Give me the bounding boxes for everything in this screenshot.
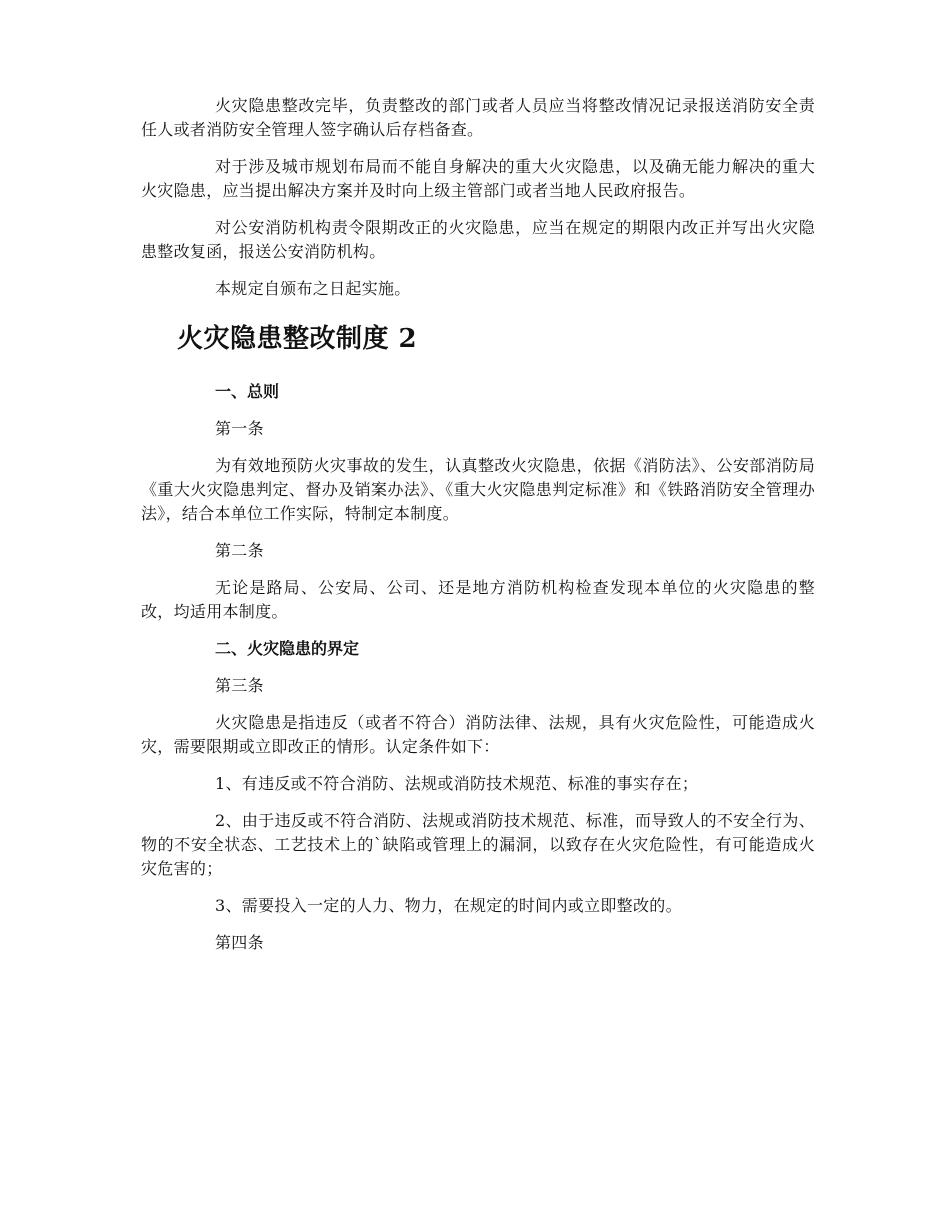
article-3-label: 第三条 — [215, 676, 264, 695]
paragraph-scope: 无论是路局、公安局、公司、还是地方消防机构检查发现本单位的火灾隐患的整改，均适用本制度。 — [141, 578, 815, 621]
list-item-condition-1: 1、有违反或不符合消防、法规或消防技术规范、标准的事实存在； — [215, 774, 699, 793]
paragraph-effective-date: 本规定自颁布之日起实施。 — [215, 279, 411, 298]
document-title: 火灾隐患整改制度 2 — [177, 324, 418, 354]
section-heading-general: 一、总则 — [215, 382, 280, 401]
paragraph-rectification-record: 火灾隐患整改完毕，负责整改的部门或者人员应当将整改情况记录报送消防安全责任人或者消防安全管理人签字确认后存档备查。 — [141, 96, 815, 139]
paragraph-purpose: 为有效地预防火灾事故的发生，认真整改火灾隐患，依据《消防法》、公安部消防局《重大火灾隐患判定、督办及销案办法》、《重大火灾隐患判定标准》和《铁路消防安全管理办法》，结合本单位工作实际，特制定本制度。 — [141, 456, 815, 523]
paragraph-major-hazards: 对于涉及城市规划布局而不能自身解决的重大火灾隐患，以及确无能力解决的重大火灾隐患，应当提出解决方案并及时向上级主管部门或者当地人民政府报告。 — [141, 157, 815, 200]
article-4-label: 第四条 — [215, 933, 264, 952]
paragraph-deadline-correction: 对公安消防机构责令限期改正的火灾隐患，应当在规定的期限内改正并写出火灾隐患整改复函，报送公安消防机构。 — [141, 218, 815, 261]
article-1-label: 第一条 — [215, 419, 264, 438]
list-item-condition-3: 3、需要投入一定的人力、物力，在规定的时间内或立即整改的。 — [215, 896, 682, 915]
paragraph-definition: 火灾隐患是指违反（或者不符合）消防法律、法规，具有火灾危险性，可能造成火灾，需要限期或立即改正的情形。认定条件如下： — [141, 713, 815, 756]
section-heading-definition: 二、火灾隐患的界定 — [215, 639, 360, 658]
document-body — [141, 94, 815, 968]
article-2-label: 第二条 — [215, 541, 264, 560]
list-item-condition-2: 2、由于违反或不符合消防、法规或消防技术规范、标准，而导致人的不安全行为、物的不安全状态、工艺技术上的`缺陷或管理上的漏洞，以致存在火灾危险性，有可能造成火灾危害的； — [141, 811, 815, 878]
